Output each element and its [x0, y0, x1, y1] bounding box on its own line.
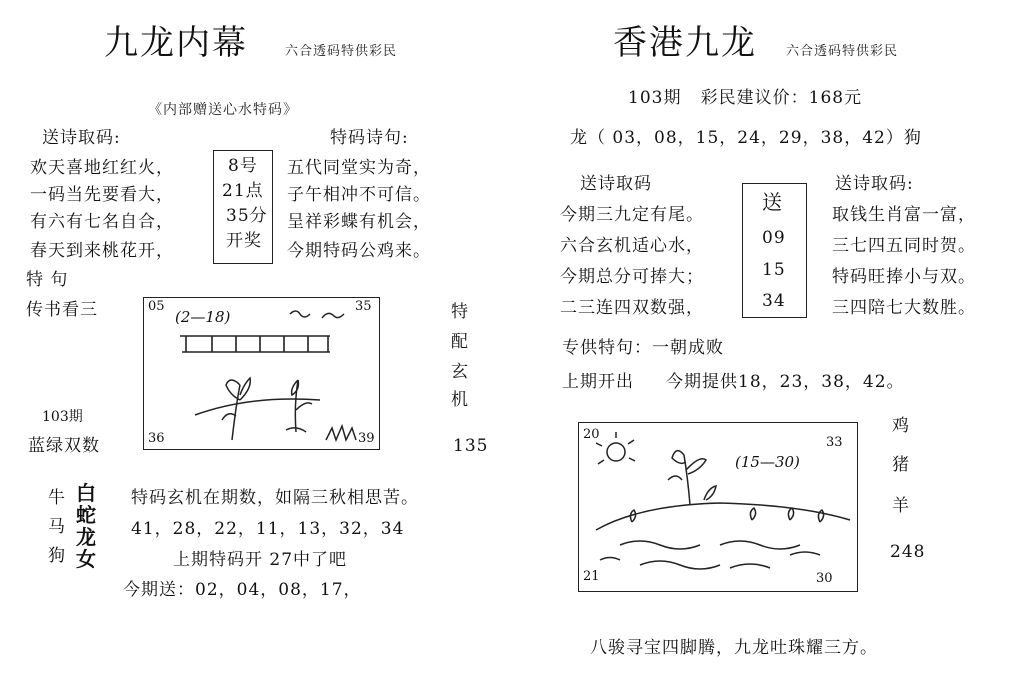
right-side-vertical-1: 鸡: [892, 416, 910, 436]
left-animal-col2-1: 白: [76, 481, 96, 505]
right-poem-left-line-2: 六合玄机适心水，: [560, 236, 704, 256]
left-animal-col1-3: 狗: [48, 546, 66, 566]
left-animal-col1-2: 马: [48, 517, 66, 537]
left-issue-text: 蓝绿双数: [28, 436, 100, 456]
left-line-1: 特码玄机在期数，如隔三秋相思苦。: [131, 488, 419, 508]
right-send-box-line-2: 09: [762, 228, 786, 248]
left-drawing-corner-bl: 36: [148, 431, 165, 446]
right-poem-right-line-3: 特码旺捧小与双。: [832, 267, 976, 287]
left-animal-col1-1: 牛: [48, 488, 66, 508]
left-time-box-line-4: 开奖: [226, 231, 262, 251]
right-poem-right-header: 送诗取码:: [835, 174, 914, 194]
left-poem-right-line-3: 呈祥彩蝶有机会，: [287, 212, 431, 232]
left-special-text: 传书看三: [26, 300, 98, 320]
right-poem-right-line-1: 取钱生肖富一富，: [832, 205, 976, 225]
right-poem-left-line-1: 今期三九定有尾。: [560, 205, 704, 225]
left-side-number: 135: [453, 436, 489, 456]
left-poem-right-line-4: 今期特码公鸡来。: [287, 241, 431, 261]
right-drawing-corner-tl: 20: [583, 427, 600, 442]
right-poem-left-header: 送诗取码: [580, 174, 652, 194]
left-drawing-corner-tl: 05: [148, 299, 165, 314]
right-side-vertical-3: 羊: [892, 496, 910, 516]
left-side-vertical-2: 配: [451, 332, 469, 352]
right-title-sub: 六合透码特供彩民: [786, 44, 899, 59]
right-side-number: 248: [890, 542, 926, 562]
right-dragon-line: 龙（ 03，08，15，24，29，38，42）狗: [570, 128, 922, 148]
right-last-issue-line: 上期开出 今期提供18，23，38，42。: [562, 372, 905, 392]
left-title-sub: 六合透码特供彩民: [285, 44, 398, 59]
left-issue: 103期: [42, 409, 83, 425]
right-drawing-inner-range: (15—30): [735, 453, 800, 471]
left-line-3: 上期特码开 27中了吧: [173, 550, 348, 570]
left-subtitle: 《内部赠送心水特码》: [148, 102, 298, 118]
left-time-box-line-1: 8号: [228, 156, 258, 176]
right-poem-left-line-4: 二三连四双数强，: [560, 298, 704, 318]
left-poem-right-line-2: 子午相冲不可信。: [287, 185, 431, 205]
left-poem-left-header: 送诗取码:: [42, 128, 121, 148]
left-poem-left-line-3: 有六有七名自合，: [30, 212, 174, 232]
right-drawing-corner-tr: 33: [826, 435, 843, 450]
left-poem-left-line-1: 欢天喜地红红火，: [30, 158, 174, 178]
left-drawing-corner-tr: 35: [355, 299, 372, 314]
right-title: 香港九龙: [613, 23, 757, 63]
left-poem-right-line-1: 五代同堂实为奇，: [287, 158, 431, 178]
left-poem-right-header: 特码诗句:: [330, 128, 409, 148]
right-poem-right-line-2: 三七四五同时贺。: [832, 236, 976, 256]
left-line-4: 今期送：02，04，08，17，: [123, 580, 362, 600]
left-side-vertical-1: 特: [451, 302, 469, 322]
right-drawing-corner-bl: 21: [583, 569, 600, 584]
left-animal-col2-4: 女: [76, 547, 96, 571]
right-special-line: 专供特句：一朝成败: [562, 338, 724, 358]
right-poem-right-line-4: 三四陪七大数胜。: [832, 298, 976, 318]
right-poem-left-line-3: 今期总分可捧大；: [560, 267, 704, 287]
left-poem-left-line-4: 春天到来桃花开，: [30, 241, 174, 261]
right-send-box-line-1: 送: [762, 190, 782, 214]
sun-icon: [607, 443, 625, 461]
left-side-vertical-4: 机: [451, 390, 469, 410]
right-send-box-line-3: 15: [762, 260, 786, 280]
left-drawing-corner-br: 39: [358, 431, 375, 446]
left-drawing-inner-range: (2—18): [175, 308, 231, 326]
left-title: 九龙内幕: [104, 23, 248, 63]
left-poem-left-line-2: 一码当先要看大，: [30, 185, 174, 205]
right-side-vertical-2: 猪: [892, 455, 910, 475]
left-animal-col2-2: 蛇: [76, 503, 96, 527]
right-drawing-corner-br: 30: [816, 571, 833, 586]
left-special-label: 特 句: [26, 270, 69, 290]
left-animal-col2-3: 龙: [76, 525, 96, 549]
left-line-2: 41，28，22，11，13，32，34: [131, 519, 405, 539]
left-time-box-line-2: 21点: [222, 181, 264, 201]
left-time-box-line-3: 35分: [226, 206, 268, 226]
right-price-line: 103期 彩民建议价：168元: [628, 88, 863, 108]
right-bottom-line: 八骏寻宝四脚腾，九龙吐珠耀三方。: [590, 638, 878, 658]
right-drawing-scene: [596, 432, 850, 569]
left-side-vertical-3: 玄: [451, 362, 469, 382]
right-send-box-line-4: 34: [762, 291, 786, 311]
